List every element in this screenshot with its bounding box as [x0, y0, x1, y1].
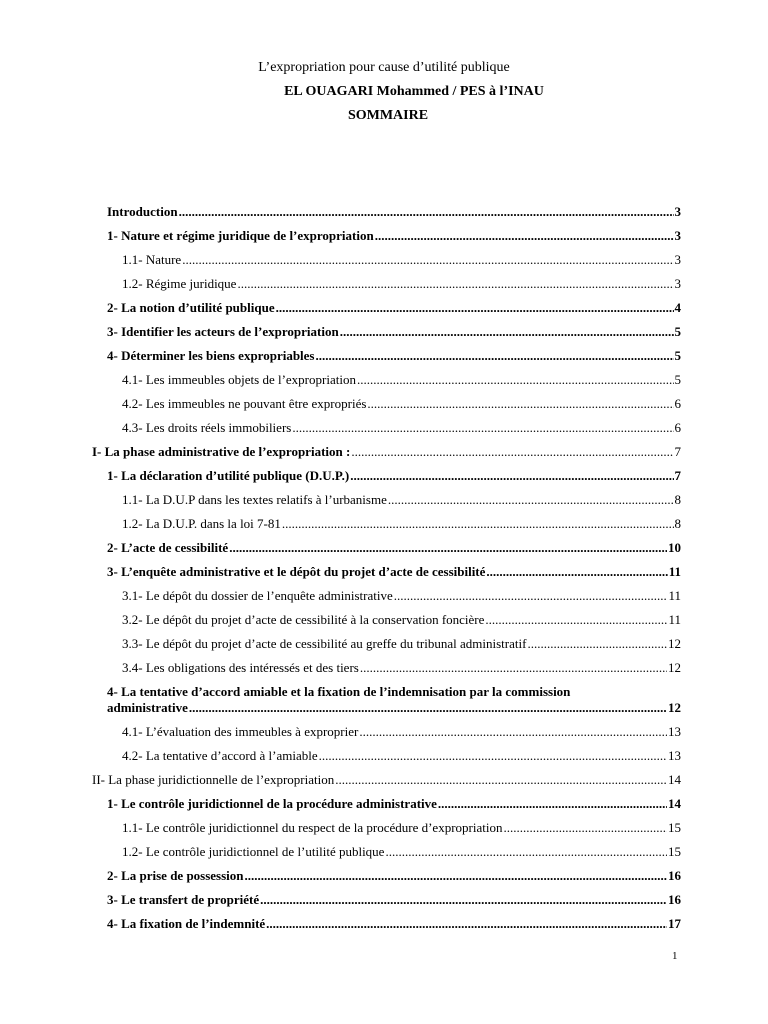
- toc-leader-dots: [316, 348, 674, 364]
- toc-entry-page: 6: [674, 420, 681, 435]
- toc-leader-dots: [266, 916, 667, 932]
- toc-leader-dots: [282, 516, 674, 532]
- page-number: 1: [672, 950, 678, 962]
- toc-leader-dots: [319, 748, 667, 764]
- toc-entry-label: 3.1- Le dépôt du dossier de l’enquête administrative: [122, 588, 393, 603]
- toc-entry-page: 15: [668, 820, 681, 835]
- toc-leader-dots: [335, 772, 667, 788]
- toc-entry-page: 13: [668, 724, 681, 739]
- toc-leader-dots: [375, 228, 674, 244]
- toc-entry[interactable]: [107, 468, 681, 484]
- toc-entry-page: 17: [668, 916, 681, 931]
- toc-leader-dots: [388, 492, 674, 508]
- toc-entry-page: 8: [674, 516, 681, 531]
- toc-entry[interactable]: [122, 612, 681, 628]
- toc-entry[interactable]: [122, 492, 681, 508]
- toc-entry-label: 4- La tentative d’accord amiable et la fixation de l’indemnisation par la commission: [107, 684, 571, 699]
- toc-entry-page: 14: [668, 796, 681, 811]
- toc-entry-label: 1.2- La D.U.P. dans la loi 7-81: [122, 516, 281, 531]
- toc-entry[interactable]: [122, 724, 681, 740]
- toc-entry-page: 7: [674, 468, 681, 483]
- toc-leader-dots: [189, 700, 667, 716]
- toc-entry[interactable]: [107, 892, 681, 908]
- toc-leader-dots: [179, 204, 674, 220]
- toc-entry-label: 1.1- Le contrôle juridictionnel du respect de la procédure d’expropriation: [122, 820, 503, 835]
- document-author: EL OUAGARI Mohammed / PES à l’INAU: [284, 84, 544, 99]
- toc-entry-label: 3- Identifier les acteurs de l’expropriation: [107, 324, 339, 339]
- toc-leader-dots: [260, 892, 667, 908]
- toc-leader-dots: [486, 564, 667, 580]
- toc-entry-label: 2- La prise de possession: [107, 868, 244, 883]
- toc-entry[interactable]: [107, 348, 681, 364]
- toc-leader-dots: [245, 868, 667, 884]
- toc-entry-page: 5: [674, 372, 681, 387]
- toc-entry-page: 6: [674, 396, 681, 411]
- toc-entry-label: 1- Le contrôle juridictionnel de la procédure administrative: [107, 796, 437, 811]
- toc-entry[interactable]: [107, 564, 681, 580]
- toc-entry-page: 12: [668, 700, 681, 715]
- toc-entry-page: 5: [674, 348, 681, 363]
- toc-entry-page: 8: [674, 492, 681, 507]
- toc-leader-dots: [503, 820, 667, 836]
- toc-leader-dots: [182, 252, 673, 268]
- toc-entry-label: 4.2- Les immeubles ne pouvant être expropriés: [122, 396, 367, 411]
- toc-leader-dots: [357, 372, 674, 388]
- toc-entry[interactable]: [107, 300, 681, 316]
- toc-entry[interactable]: [122, 252, 681, 268]
- toc-leader-dots: [350, 468, 673, 484]
- toc-entry[interactable]: [107, 540, 681, 556]
- toc-entry-label: I- La phase administrative de l’expropriation :: [92, 444, 351, 459]
- toc-entry-label: 1.1- La D.U.P dans les textes relatifs à l’urbanisme: [122, 492, 387, 507]
- toc-entry[interactable]: [122, 636, 681, 652]
- toc-entry-label: II- La phase juridictionnelle de l’expropriation: [92, 772, 335, 787]
- toc-leader-dots: [237, 276, 673, 292]
- toc-entry[interactable]: [107, 796, 681, 812]
- toc-entry-page: 11: [668, 588, 681, 603]
- toc-entry-label: 1- La déclaration d’utilité publique (D.U.P.): [107, 468, 350, 483]
- toc-entry-page: 15: [668, 844, 681, 859]
- toc-entry-label: 3- Le transfert de propriété: [107, 892, 260, 907]
- toc-entry[interactable]: [122, 420, 681, 436]
- toc-leader-dots: [292, 420, 673, 436]
- toc-entry-page: 7: [674, 444, 681, 459]
- toc-entry-page: 10: [668, 540, 681, 555]
- toc-entry[interactable]: [107, 684, 681, 716]
- toc-entry-part-two[interactable]: [92, 772, 681, 788]
- toc-entry[interactable]: [122, 516, 681, 532]
- toc-leader-dots: [527, 636, 667, 652]
- toc-entry[interactable]: [107, 868, 681, 884]
- toc-leader-dots: [276, 300, 674, 316]
- toc-entry[interactable]: [122, 820, 681, 836]
- toc-entry-label: 1- Nature et régime juridique de l’expropriation: [107, 228, 374, 243]
- toc-entry-page: 3: [674, 204, 681, 219]
- toc-entry-label: 3.4- Les obligations des intéressés et des tiers: [122, 660, 359, 675]
- toc-entry-label: 4.1- L’évaluation des immeubles à exproprier: [122, 724, 359, 739]
- toc-entry-label: 3.3- Le dépôt du projet d’acte de cessibilité au greffe du tribunal administratif: [122, 636, 527, 651]
- toc-entry-page: 14: [668, 772, 681, 787]
- toc-entry-page: 13: [668, 748, 681, 763]
- toc-entry[interactable]: [107, 324, 681, 340]
- toc-entry-label: 3.2- Le dépôt du projet d’acte de cessibilité à la conservation foncière: [122, 612, 485, 627]
- toc-leader-dots: [229, 540, 667, 556]
- document-title: L’expropriation pour cause d’utilité publique: [258, 60, 510, 75]
- toc-leader-dots: [438, 796, 667, 812]
- toc-entry-label: 4.3- Les droits réels immobiliers: [122, 420, 292, 435]
- toc-heading: SOMMAIRE: [347, 108, 429, 123]
- toc-entry-page: 16: [668, 892, 681, 907]
- toc-entry-introduction[interactable]: [107, 204, 681, 220]
- toc-entry-label: 4- La fixation de l’indemnité: [107, 916, 266, 931]
- toc-entry-page: 5: [674, 324, 681, 339]
- toc-entry-label: 4- Déterminer les biens expropriables: [107, 348, 315, 363]
- toc-leader-dots: [359, 724, 667, 740]
- toc-entry[interactable]: [122, 748, 681, 764]
- toc-entry[interactable]: [107, 228, 681, 244]
- toc-entry-label: 2- La notion d’utilité publique: [107, 300, 275, 315]
- toc-leader-dots: [367, 396, 673, 412]
- toc-entry-page: 3: [674, 252, 681, 267]
- toc-entry-page: 12: [668, 636, 681, 651]
- toc-entry-part-one[interactable]: [92, 444, 681, 460]
- toc-entry-page: 12: [668, 660, 681, 675]
- toc-entry-label: 2- L’acte de cessibilité: [107, 540, 229, 555]
- toc-entry[interactable]: [107, 916, 681, 932]
- toc-entry-page: 16: [668, 868, 681, 883]
- toc-leader-dots: [485, 612, 667, 628]
- toc-entry[interactable]: [122, 396, 681, 412]
- toc-leader-dots: [351, 444, 673, 460]
- toc-leader-dots: [394, 588, 668, 604]
- toc-leader-dots: [340, 324, 674, 340]
- toc-entry-label: 4.1- Les immeubles objets de l’expropriation: [122, 372, 356, 387]
- toc-entry[interactable]: [122, 844, 681, 860]
- toc-entry-label: 3- L’enquête administrative et le dépôt du projet d’acte de cessibilité: [107, 564, 486, 579]
- toc-entry-label: 4.2- La tentative d’accord à l’amiable: [122, 748, 318, 763]
- toc-entry-page: 11: [668, 612, 681, 627]
- toc-entry-label: 1.1- Nature: [122, 252, 182, 267]
- toc-entry-label: 1.2- Le contrôle juridictionnel de l’utilité publique: [122, 844, 385, 859]
- toc-entry-page: 4: [674, 300, 681, 315]
- toc-entry[interactable]: [122, 588, 681, 604]
- toc-entry[interactable]: [122, 372, 681, 388]
- toc-entry-label: 1.2- Régime juridique: [122, 276, 237, 291]
- toc-entry[interactable]: [122, 660, 681, 676]
- toc-entry-page: 3: [674, 228, 681, 243]
- toc-leader-dots: [385, 844, 667, 860]
- toc-entry[interactable]: [122, 276, 681, 292]
- toc-entry-label: Introduction: [107, 204, 178, 219]
- toc-leader-dots: [360, 660, 667, 676]
- toc-entry-continuation: [107, 700, 681, 716]
- toc-entry-page: 3: [674, 276, 681, 291]
- toc-entry-label-continued: administrative: [107, 700, 188, 715]
- toc-entry-page: 11: [668, 564, 681, 579]
